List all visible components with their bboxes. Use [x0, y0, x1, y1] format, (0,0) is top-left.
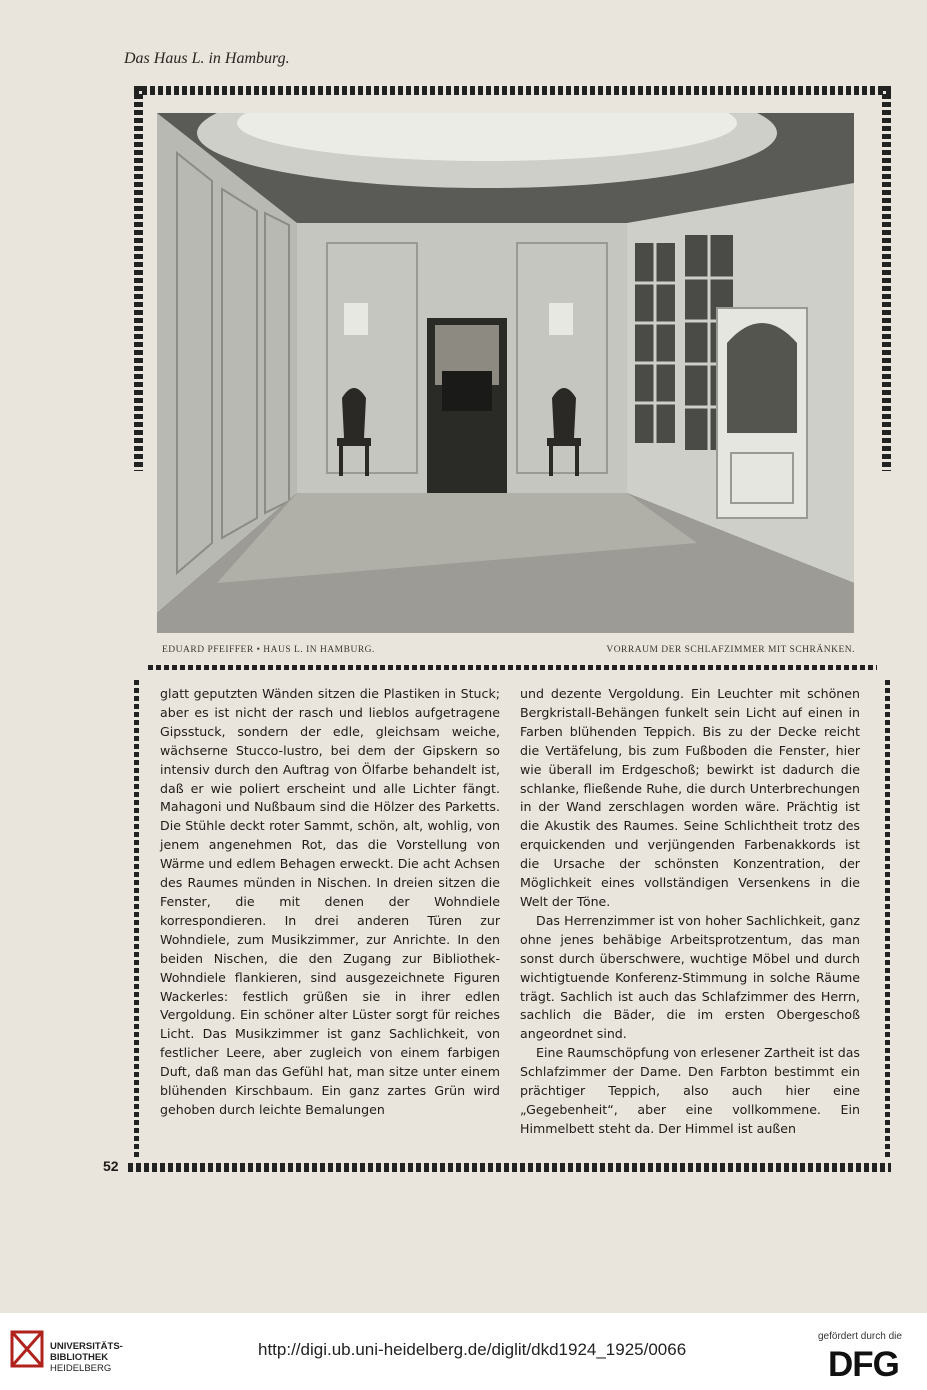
interior-photograph	[157, 113, 854, 633]
library-line: HEIDELBERG	[50, 1363, 112, 1374]
decorative-border-bottom	[128, 1163, 891, 1172]
photo-caption-left: EDUARD PFEIFFER • HAUS L. IN HAMBURG.	[162, 645, 375, 655]
decorative-border-body-left	[134, 680, 139, 1158]
paragraph: Das Herrenzimmer ist von hoher Sachlichkeit, ganz ohne jenes behäbige Arbeitsprotzentum, das man sonst durch überschwere, wuchtige Möbel und durch wichtigtuende Konferenz-Stimmung in solche Räume trägt. Sachlich ist auch das Schlafzimmer des Herrn, sachlich die Bäder, die im ersten Obergeschoß angeordnet sind.	[520, 912, 860, 1042]
running-head: Das Haus L. in Hamburg.	[124, 50, 290, 67]
paragraph: Eine Raumschöpfung von erlesener Zartheit ist das Schlafzimmer der Dame. Den Farbton bestimmt ein prächtiger Teppich, also auch hier eine „Gegebenheit“, aber eine vollkommene. Ein Himmelbett steht da. Der Himmel ist außen	[520, 1045, 860, 1136]
text-column-right	[520, 685, 860, 1139]
page-number: 52	[103, 1158, 119, 1174]
source-url-link[interactable]: http://digi.ub.uni-heidelberg.de/diglit/dkd1924_1925/0066	[258, 1340, 687, 1359]
decorative-border-body-right	[885, 680, 890, 1158]
library-line: BIBLIOTHEK	[50, 1352, 109, 1363]
paragraph: glatt geputzten Wänden sitzen die Plastiken in Stuck; aber es ist nicht der rasch und lieblos aufgetragene Gipsstuck, sondern der edle, gleichsam weiche, wächserne Stucco-lustro, bei dem der Gipskern so intensiv durch den Auftrag von Ölfarbe behandelt ist, daß er wie poliert erscheint und alle Lichter fängt. Mahagoni und Nußbaum sind die Hölzer des Parketts. Die Stühle deckt roter Sammt, schön, alt, wohlig, von jenem angenehmen Rot, das die Vorstellung von Wärme und edlem Behagen erweckt. Die acht Achsen des Raumes münden in Nischen. In dreien sitzen die Fenster, die mit denen der Wohndiele korrespondieren. In drei anderen Türen zur Wohndiele, zum Musikzimmer, zur Anrichte. In den beiden Nischen, die den Zugang zur Bibliothek-Wohndiele flankieren, sind ausgezeichnete Figuren Wackerles: festlich grüßen sie in ihrer edlen Vergoldung. Ein schöner alter Lüster sorgt für reiches Licht. Das Musikzimmer ist ganz Sachlichkeit, von festlicher Leere, aber zugleich von einem farbigen Duft, daß man das Gefühl hat, man sitze unter einem blühenden Kirschbaum. Ein ganz zartes Grün wird gehoben durch leichte Bemalungen	[160, 686, 500, 1117]
photo-caption-right: VORRAUM DER SCHLAFZIMMER MIT SCHRÄNKEN.	[606, 645, 855, 655]
text-column-left	[160, 685, 500, 1120]
decorative-border-left	[134, 86, 143, 471]
library-line: UNIVERSITÄTS-	[50, 1341, 123, 1352]
paragraph: und dezente Vergoldung. Ein Leuchter mit schönen Bergkristall-Behängen funkelt sein Licht auf einen in Farben blühenden Teppich. Bis zu der Decke reicht die Vertäfelung, bis zum Fußboden die Fenster, hier wie überall im Erdgeschoß; bewirkt ist dadurch die schlanke, fließende Ruhe, die durch Unterbrechungen in der Wand zerschlagen worden wäre. Prächtig ist die Akustik des Raumes. Seine Schlichtheit trotz des erquickenden und verjüngenden Farbenakkords ist die Ursache der schönsten Konzentration, der Möglichkeit eines vollständigen Versenkens in die Welt der Töne.	[520, 686, 860, 909]
decorative-border-mid	[148, 665, 877, 670]
university-seal-icon	[10, 1330, 44, 1368]
dfg-logo: DFG	[828, 1345, 899, 1384]
library-name	[50, 1341, 123, 1374]
decorative-border-right	[882, 86, 891, 471]
decorative-border-top	[134, 86, 891, 95]
funding-label: gefördert durch die	[818, 1331, 902, 1342]
